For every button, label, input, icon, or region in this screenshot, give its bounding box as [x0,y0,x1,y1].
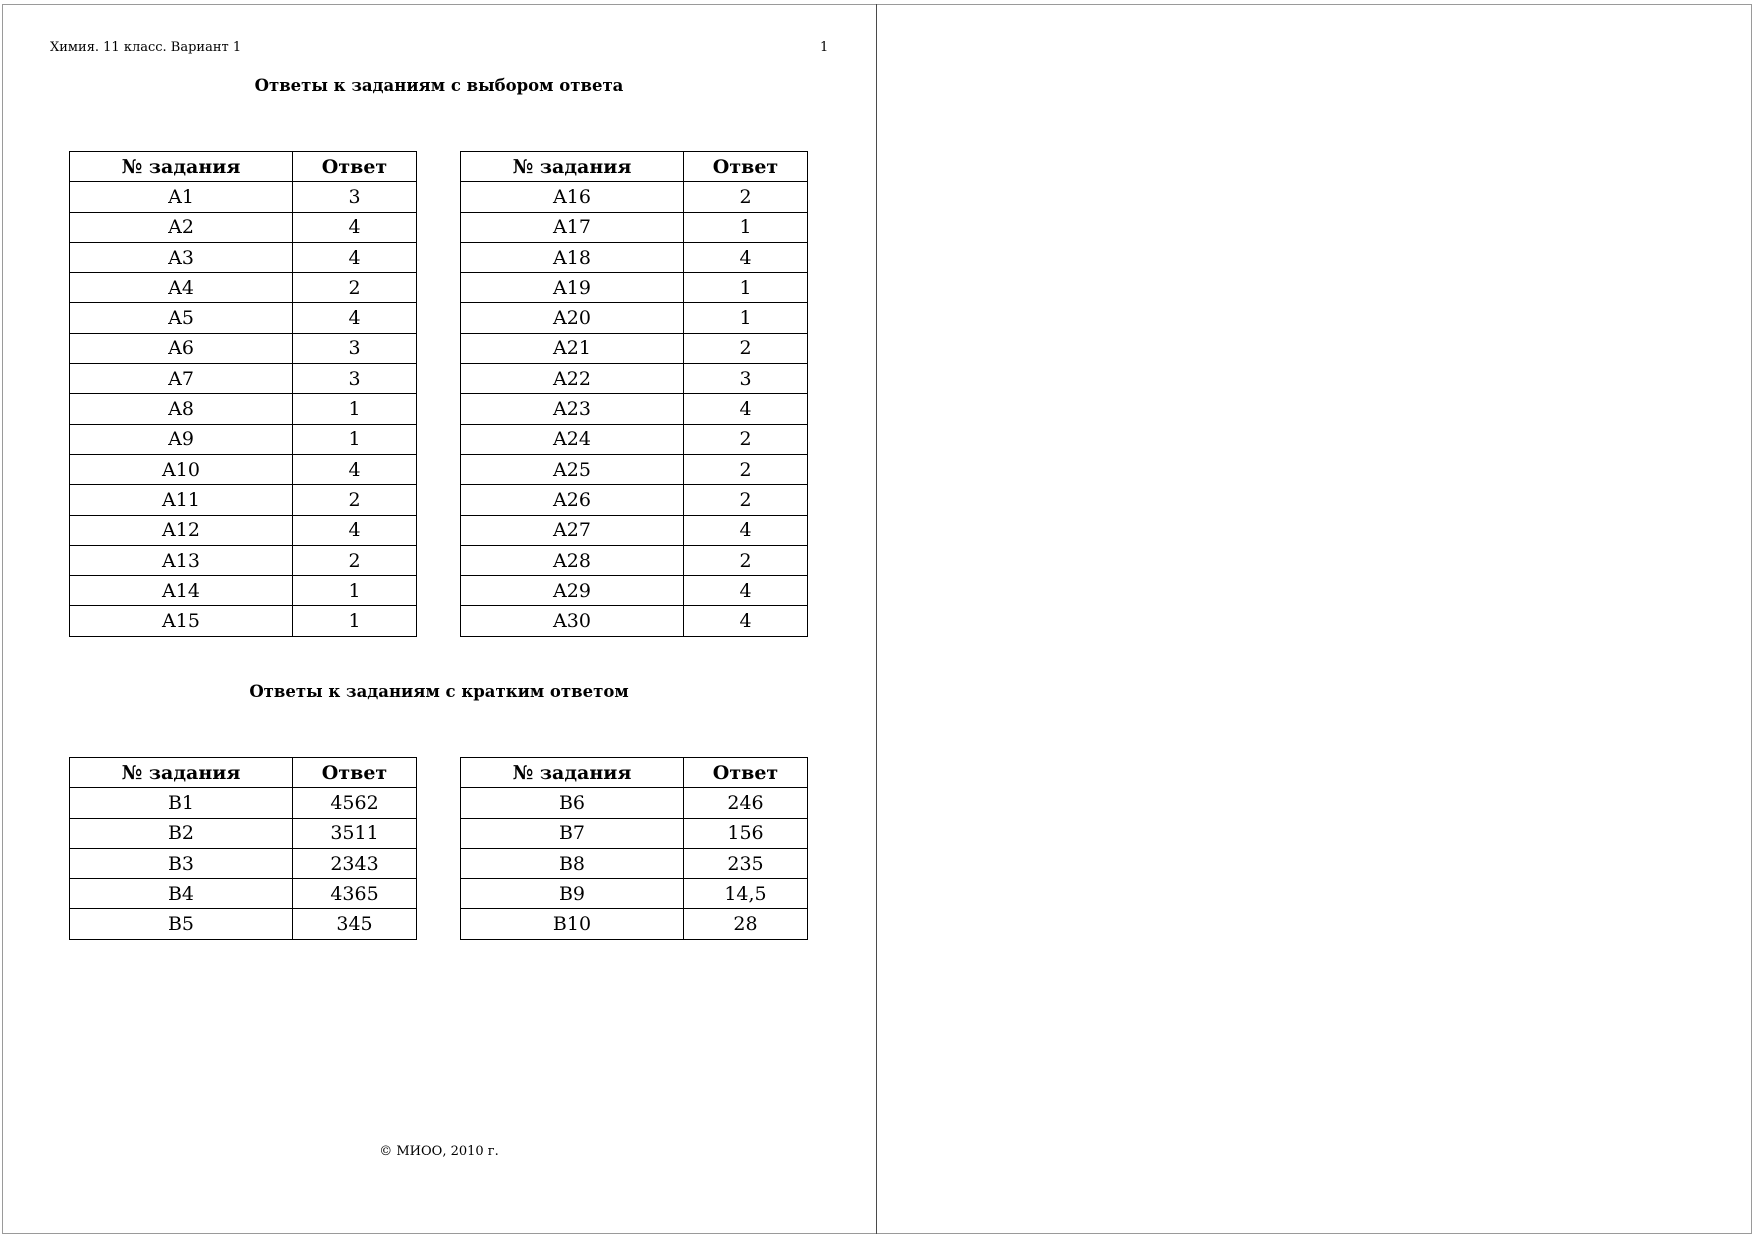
table-row [461,515,808,545]
task-number-cell: A10 [70,454,293,484]
table-row [70,424,417,454]
answer-cell: 3 [293,333,417,363]
table-row [70,576,417,606]
column-header-task: № задания [70,758,293,788]
task-number-cell: A2 [70,212,293,242]
table-header-row [461,152,808,182]
answer-cell: 1 [684,212,808,242]
table-row [70,485,417,515]
task-number-cell: A29 [461,576,684,606]
answer-cell: 2 [684,485,808,515]
running-header: Химия. 11 класс. Вариант 1 [50,40,242,55]
task-number-cell: A15 [70,606,293,636]
table-row [461,788,808,818]
task-number-cell: A4 [70,273,293,303]
column-header-task: № задания [461,758,684,788]
answer-cell: 4 [293,515,417,545]
answer-cell: 2 [684,545,808,575]
task-number-cell: A3 [70,242,293,272]
table-row [70,182,417,212]
task-number-cell: A8 [70,394,293,424]
task-number-cell: A30 [461,606,684,636]
task-number-cell: A22 [461,364,684,394]
answer-cell: 156 [684,818,808,848]
answer-cell: 4365 [293,879,417,909]
page-number: 1 [820,40,829,55]
answer-cell: 2 [293,545,417,575]
table-row [70,879,417,909]
answer-cell: 2 [293,273,417,303]
table-row [461,485,808,515]
task-number-cell: A6 [70,333,293,363]
answer-cell: 4 [684,394,808,424]
task-number-cell: A27 [461,515,684,545]
table-row [70,394,417,424]
table-row [461,576,808,606]
answer-cell: 4 [684,576,808,606]
task-number-cell: B10 [461,909,684,939]
task-number-cell: B5 [70,909,293,939]
answer-cell: 2 [684,333,808,363]
answer-cell: 4 [684,606,808,636]
page-right-blank [877,4,1751,1234]
table-row [461,909,808,939]
table-row [461,273,808,303]
section-title-short-answer: Ответы к заданиям с кратким ответом [249,682,629,701]
task-number-cell: B4 [70,879,293,909]
table-row [461,303,808,333]
table-row [461,606,808,636]
table-row [461,424,808,454]
answer-cell: 3511 [293,818,417,848]
table-row [70,364,417,394]
task-number-cell: A19 [461,273,684,303]
answers-table-a-left [69,151,417,637]
table-row [70,273,417,303]
answer-cell: 4562 [293,788,417,818]
answer-cell: 3 [293,364,417,394]
answer-cell: 235 [684,848,808,878]
table-row [70,909,417,939]
section-title-multiple-choice: Ответы к заданиям с выбором ответа [254,76,624,95]
task-number-cell: A23 [461,394,684,424]
table-row [461,818,808,848]
task-number-cell: A21 [461,333,684,363]
answer-cell: 4 [293,212,417,242]
task-number-cell: A25 [461,454,684,484]
task-number-cell: A1 [70,182,293,212]
task-number-cell: B7 [461,818,684,848]
answer-cell: 28 [684,909,808,939]
task-number-cell: B1 [70,788,293,818]
table-row [70,606,417,636]
answer-cell: 4 [293,242,417,272]
table-row [461,879,808,909]
task-number-cell: A24 [461,424,684,454]
table-row [70,242,417,272]
table-row [461,182,808,212]
column-header-answer: Ответ [293,758,417,788]
task-number-cell: A13 [70,545,293,575]
table-header-row [70,758,417,788]
column-header-answer: Ответ [684,152,808,182]
task-number-cell: B6 [461,788,684,818]
answer-cell: 2 [293,485,417,515]
answer-cell: 1 [684,303,808,333]
table-row [461,242,808,272]
task-number-cell: B2 [70,818,293,848]
answer-cell: 1 [293,394,417,424]
table-row [70,454,417,484]
answer-cell: 4 [684,242,808,272]
task-number-cell: A11 [70,485,293,515]
column-header-answer: Ответ [293,152,417,182]
table-row [70,515,417,545]
table-row [461,454,808,484]
task-number-cell: A5 [70,303,293,333]
answers-table-a-right [460,151,808,637]
page-left [2,4,876,1234]
task-number-cell: B8 [461,848,684,878]
answer-cell: 1 [293,576,417,606]
table-row [70,818,417,848]
task-number-cell: A9 [70,424,293,454]
table-row [461,545,808,575]
answer-cell: 345 [293,909,417,939]
copyright-footer: © МИОО, 2010 г. [379,1144,499,1159]
answer-cell: 2 [684,424,808,454]
task-number-cell: A12 [70,515,293,545]
answer-cell: 4 [293,454,417,484]
task-number-cell: A26 [461,485,684,515]
table-row [461,394,808,424]
table-row [461,212,808,242]
answer-cell: 1 [293,424,417,454]
answer-cell: 2 [684,454,808,484]
table-header-row [461,758,808,788]
answer-cell: 4 [293,303,417,333]
answer-cell: 4 [684,515,808,545]
answer-cell: 3 [684,364,808,394]
column-header-task: № задания [70,152,293,182]
task-number-cell: A16 [461,182,684,212]
table-row [461,364,808,394]
column-header-task: № задания [461,152,684,182]
answer-cell: 3 [293,182,417,212]
column-header-answer: Ответ [684,758,808,788]
table-row [461,848,808,878]
table-row [70,545,417,575]
table-row [461,333,808,363]
table-row [70,333,417,363]
task-number-cell: A17 [461,212,684,242]
table-header-row [70,152,417,182]
answer-cell: 2343 [293,848,417,878]
table-row [70,788,417,818]
task-number-cell: A14 [70,576,293,606]
task-number-cell: B9 [461,879,684,909]
answer-cell: 14,5 [684,879,808,909]
answers-table-b-right [460,757,808,940]
answer-cell: 1 [293,606,417,636]
answer-cell: 246 [684,788,808,818]
answer-cell: 2 [684,182,808,212]
answers-table-b-left [69,757,417,940]
table-row [70,212,417,242]
task-number-cell: B3 [70,848,293,878]
task-number-cell: A28 [461,545,684,575]
task-number-cell: A7 [70,364,293,394]
table-row [70,303,417,333]
table-row [70,848,417,878]
task-number-cell: A20 [461,303,684,333]
answer-cell: 1 [684,273,808,303]
task-number-cell: A18 [461,242,684,272]
